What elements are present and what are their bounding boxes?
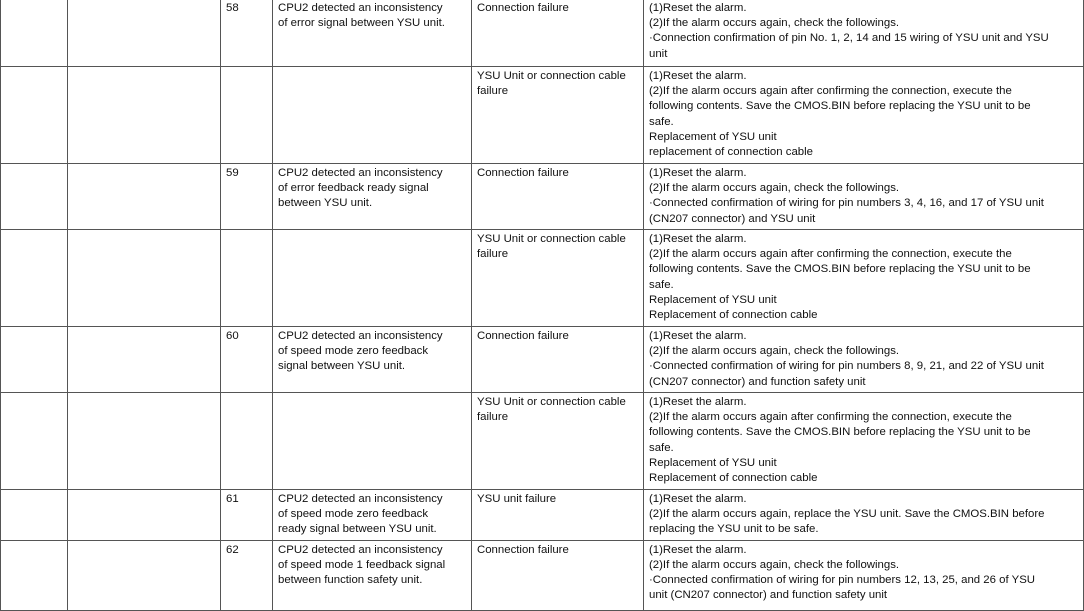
countermeasure-line: Replacement of YSU unit [649,293,777,306]
alarm-number: 58 [226,2,239,14]
alarm-description-cell [273,0,472,67]
alarm-description-line: signal between YSU unit. [278,360,406,373]
countermeasure-cell [644,67,1084,164]
alarm-number: 60 [226,330,239,342]
blank-cell [68,327,221,393]
alarm-description-line: of speed mode zero feedback [278,508,429,521]
countermeasure-line: (2)If the alarm occurs again after confirming the connection, execute the [649,248,1012,261]
alarm-cause-line: failure [477,248,509,261]
countermeasure-cell [644,327,1084,393]
alarm-cause-line: YSU unit failure [477,493,557,505]
alarm-number: 62 [226,543,239,556]
alarm-cause-line: YSU Unit or connection cable [477,70,626,82]
countermeasure-line: ·Connected confirmation of wiring for pin numbers 12, 13, 25, and 26 of YSU [649,574,1036,587]
countermeasure-line: (2)If the alarm occurs again, check the followings. [649,558,900,571]
alarm-row [1,164,1084,230]
alarm-number: 59 [226,167,239,179]
countermeasure-line: Replacement of connection cable [649,472,818,485]
countermeasure-line: (2)If the alarm occurs again, check the followings. [649,182,900,195]
alarm-description-cell [273,540,472,610]
alarm-description-line: CPU2 detected an inconsistency [278,2,443,14]
blank-cell [1,164,68,230]
countermeasure-line: safe. [649,441,674,454]
alarm-cause-line: Connection failure [477,330,569,342]
countermeasure-cell [644,230,1084,327]
countermeasure-line: following contents. Save the CMOS.BIN before replacing the YSU unit to be [649,263,1031,276]
countermeasure-line: following contents. Save the CMOS.BIN before replacing the YSU unit to be [649,100,1031,113]
alarm-row [1,393,1084,490]
countermeasure-cell [644,393,1084,490]
countermeasure-line: (1)Reset the alarm. [649,330,747,342]
alarm-number: 61 [226,493,239,505]
alarm-cause-line: Connection failure [477,167,569,179]
countermeasure-cell [644,540,1084,610]
countermeasure-line: replacement of connection cable [649,146,814,159]
blank-cell [68,540,221,610]
countermeasure-line: (2)If the alarm occurs again after confirming the connection, execute the [649,411,1012,424]
countermeasure-line: (1)Reset the alarm. [649,396,747,408]
countermeasure-line: ·Connection confirmation of pin No. 1, 2, 14 and 15 wiring of YSU unit and YSU [649,32,1049,45]
alarm-table-body [1,0,1084,610]
blank-cell [68,67,221,164]
alarm-cause-cell [472,393,644,490]
countermeasure-line: (2)If the alarm occurs again, replace the YSU unit. Save the CMOS.BIN before [649,508,1045,521]
alarm-description-cell [273,164,472,230]
blank-cell [68,393,221,490]
alarm-row [1,327,1084,393]
alarm-description-line: CPU2 detected an inconsistency [278,167,443,179]
alarm-cause-cell [472,230,644,327]
alarm-description-line: of speed mode zero feedback [278,345,429,358]
alarm-cause-cell [472,540,644,610]
alarm-row [1,490,1084,541]
alarm-description-line: CPU2 detected an inconsistency [278,493,443,505]
alarm-number-cell [221,230,273,327]
alarm-number-cell [221,67,273,164]
blank-cell [1,327,68,393]
alarm-description-cell [273,327,472,393]
alarm-number-cell [221,490,273,541]
blank-cell [68,0,221,67]
alarm-cause-line: failure [477,411,509,424]
blank-cell [68,164,221,230]
countermeasure-line: (1)Reset the alarm. [649,2,747,14]
alarm-cause-cell [472,0,644,67]
alarm-description-cell [273,490,472,541]
countermeasure-line: (1)Reset the alarm. [649,70,747,82]
blank-cell [68,490,221,541]
countermeasure-line: Replacement of YSU unit [649,130,777,143]
blank-cell [1,490,68,541]
countermeasure-line: ·Connected confirmation of wiring for pin numbers 8, 9, 21, and 22 of YSU unit [649,360,1044,373]
alarm-description-line: of error signal between YSU unit. [278,17,445,30]
alarm-row [1,540,1084,610]
blank-cell [1,540,68,610]
alarm-number-cell [221,164,273,230]
blank-cell [1,393,68,490]
alarm-cause-line: YSU Unit or connection cable [477,233,626,245]
alarm-cause-line: YSU Unit or connection cable [477,396,626,408]
alarm-description-line: CPU2 detected an inconsistency [278,330,443,342]
countermeasure-line: (2)If the alarm occurs again, check the followings. [649,17,900,30]
alarm-number-cell [221,327,273,393]
blank-cell [1,0,68,67]
alarm-cause-cell [472,490,644,541]
alarm-number-cell [221,393,273,490]
countermeasure-line: (CN207 connector) and function safety unit [649,375,866,388]
countermeasure-cell [644,0,1084,67]
alarm-number-cell [221,0,273,67]
countermeasure-line: (1)Reset the alarm. [649,167,747,179]
alarm-description-cell [273,230,472,327]
alarm-row [1,0,1084,67]
countermeasure-line: (1)Reset the alarm. [649,493,747,505]
alarm-row [1,230,1084,327]
countermeasure-line: Replacement of connection cable [649,309,818,322]
alarm-row [1,67,1084,164]
alarm-cause-line: failure [477,85,509,98]
alarm-cause-line: Connection failure [477,543,569,556]
alarm-description-cell [273,393,472,490]
countermeasure-line: (1)Reset the alarm. [649,233,747,245]
countermeasure-line: replacing the YSU unit to be safe. [649,523,819,536]
blank-cell [1,230,68,327]
countermeasure-line: (1)Reset the alarm. [649,543,747,556]
countermeasure-line: safe. [649,278,674,291]
blank-cell [68,230,221,327]
alarm-description-line: of error feedback ready signal [278,182,429,195]
alarm-description-line: between YSU unit. [278,197,373,210]
countermeasure-line: ·Connected confirmation of wiring for pin numbers 3, 4, 16, and 17 of YSU unit [649,197,1044,210]
blank-cell [1,67,68,164]
alarm-description-line: between function safety unit. [278,574,423,587]
countermeasure-line: unit (CN207 connector) and function safety unit [649,589,888,602]
alarm-cause-cell [472,327,644,393]
countermeasure-line: following contents. Save the CMOS.BIN before replacing the YSU unit to be [649,426,1031,439]
alarm-number-cell [221,540,273,610]
countermeasure-line: unit [649,47,668,60]
alarm-description-line: ready signal between YSU unit. [278,523,437,536]
countermeasure-line: (CN207 connector) and YSU unit [649,212,816,225]
countermeasure-line: safe. [649,115,674,128]
alarm-description-line: of speed mode 1 feedback signal [278,558,446,571]
alarm-description-cell [273,67,472,164]
alarm-description-line: CPU2 detected an inconsistency [278,543,443,556]
alarm-cause-cell [472,164,644,230]
countermeasure-line: (2)If the alarm occurs again, check the followings. [649,345,900,358]
alarm-cause-line: Connection failure [477,2,569,14]
countermeasure-cell [644,164,1084,230]
countermeasure-cell [644,490,1084,541]
countermeasure-line: Replacement of YSU unit [649,456,777,469]
countermeasure-line: (2)If the alarm occurs again after confirming the connection, execute the [649,85,1012,98]
alarm-cause-cell [472,67,644,164]
